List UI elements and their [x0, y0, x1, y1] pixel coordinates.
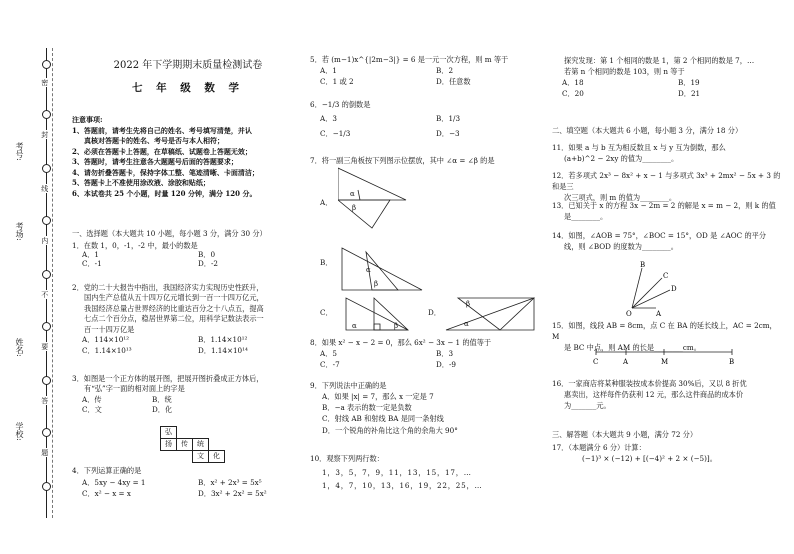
fig-c: [346, 298, 408, 330]
angle-label: β: [466, 300, 471, 308]
exam-subject: 七 年 级 数 学: [131, 82, 245, 94]
q8-stem: 8．如果 x² − x − 2 = 0，那么 6x² − 3x − 1 的值等于: [310, 338, 492, 347]
option[interactable]: D．-9: [436, 359, 456, 369]
net-cell: 统: [193, 439, 209, 451]
angle-label: α: [366, 266, 371, 274]
q10-line: 若第 n 个相同的数是 103，则 n 等于: [564, 67, 685, 77]
cube-net-figure: [160, 426, 225, 463]
q9-stem: 9．下列说法中正确的是: [310, 381, 387, 390]
angle-mark: [358, 190, 360, 200]
note-item: 6、本试卷共 25 个小题，时量 120 分钟，满分 120 分。: [72, 188, 257, 198]
q10-options: [552, 77, 784, 99]
option[interactable]: B．统: [152, 394, 172, 404]
option[interactable]: C．-1: [82, 259, 102, 268]
name-field[interactable]: 姓名:: [15, 338, 24, 357]
option[interactable]: B．x² + 2x³ = 5x⁵: [198, 477, 262, 487]
q7-option-c[interactable]: C．: [320, 308, 333, 317]
option[interactable]: B．1/3: [436, 114, 461, 124]
exam-title: 2022 年下学期期末质量检测试卷: [113, 60, 263, 71]
option[interactable]: C．文: [82, 405, 102, 415]
q14-line: 14．如图，∠AOB = 75°，∠BOC = 15°，OD 是 ∠AOC 的平分: [552, 231, 767, 240]
q14-figure: [610, 258, 690, 318]
point-label: O: [626, 310, 632, 318]
point-label: C: [593, 358, 599, 366]
q2-line: 百一十四万亿是: [84, 324, 135, 334]
q13-line: 是________。: [564, 212, 608, 222]
seal-circle: [42, 482, 51, 491]
column-1: [72, 0, 304, 554]
question-16: [552, 378, 784, 411]
net-cell: 传: [177, 439, 193, 451]
option[interactable]: B．−a 表示的数一定是负数: [322, 403, 412, 413]
note-item: 3、答题时，请考生注意各大题题号后面的答题要求；: [72, 157, 238, 166]
question-8: [310, 338, 542, 370]
option[interactable]: B．0: [198, 250, 216, 259]
point-label: B: [640, 261, 646, 269]
ray-ob: [632, 268, 642, 308]
binding-strip: [0, 0, 64, 554]
q13-line: 13．已知关于 x 的方程 3x − 2m = 2 的解是 x = m − 2，则 k 的值: [552, 201, 776, 210]
seal-char: 内: [40, 237, 49, 244]
note-item: 1、答题前，请考生先将自己的姓名、考号填写清楚，并认: [72, 125, 252, 135]
triangle: [338, 168, 406, 200]
q14-line: 线，则 ∠BOD 的度数为________。: [564, 242, 678, 252]
seal-dash-line: [52, 48, 53, 518]
option[interactable]: C．1 或 2: [320, 76, 354, 86]
question-14: [552, 230, 784, 252]
q7-option-b[interactable]: B．: [320, 258, 333, 267]
seal-char: 答: [40, 397, 49, 404]
option[interactable]: D．21: [678, 89, 701, 99]
q1-stem: 1．在数 1，0，-1，-2 中，最小的数是: [72, 241, 198, 250]
fig-a: [338, 168, 406, 228]
ray-od: [632, 290, 670, 308]
option[interactable]: D．任意数: [436, 76, 471, 86]
option[interactable]: B．3: [436, 348, 454, 358]
angle-label: α: [350, 190, 355, 198]
question-12: [552, 170, 784, 203]
seal-circle: [42, 270, 51, 279]
net-cell: 文: [193, 451, 209, 463]
seal-circle: [42, 110, 51, 119]
question-10-continued: [552, 55, 784, 100]
q8-options: [310, 349, 542, 371]
question-11: [552, 142, 784, 164]
option[interactable]: D．−3: [436, 128, 460, 138]
q12-line: 12．若多项式 2x³ − 8x² + x − 1 与多项式 3x³ + 2mx² − 5x + 3 的和是三: [552, 171, 781, 192]
seal-circle: [42, 164, 51, 173]
question-2: [72, 283, 304, 356]
angle-label: α: [464, 320, 469, 328]
q10-row: 1，4，7，10，13，16，19，22，25，…: [322, 481, 483, 491]
q2-line: 七点二个百分点，稳居世界第二位，用科学记数法表示一: [84, 314, 264, 324]
seal-circle: [42, 60, 51, 69]
column-2: [310, 0, 542, 554]
option[interactable]: A．传: [82, 394, 102, 404]
q3-line: 3．如图是一个正方体的展开图，把展开图折叠成正方体后，: [72, 374, 264, 383]
q16-line: 为_______元。: [564, 401, 611, 411]
q11-line: 11．如果 a 与 b 互为相反数且 x 与 y 互为倒数，那么: [552, 143, 726, 152]
q10-row: 1，3，5，7，9，11，13，15，17，…: [322, 467, 472, 477]
q4-options: [72, 477, 304, 500]
q7-option-a[interactable]: A．: [320, 198, 333, 207]
q3-line: 有“弘”字一面的相对面上的字是: [84, 384, 185, 394]
q16-line: 惠卖出，这样每件仍获利 12 元，那么这件商品的成本价: [564, 390, 744, 400]
note-item: 真核对答题卡的姓名、考号是否与本人相符；: [84, 136, 224, 145]
exam-room-field[interactable]: 考场:: [15, 222, 24, 241]
note-item: 5、答题卡上不准使用涂改液、涂胶和贴纸；: [72, 178, 210, 187]
option[interactable]: D．-2: [198, 259, 218, 268]
option[interactable]: C．-7: [320, 359, 340, 369]
fig-d: [446, 298, 534, 330]
option[interactable]: A．18: [562, 78, 584, 88]
angle-label: α: [352, 322, 357, 330]
point-label: M: [661, 358, 669, 366]
q12-line: 次三项式，则 m 的值为________。: [564, 193, 677, 203]
exam-number-field[interactable]: 考号:: [15, 142, 24, 161]
seal-circle: [42, 376, 51, 385]
question-3: [72, 374, 304, 416]
q5-options: [310, 66, 542, 88]
q2-line: 国内生产总值从五十四万亿元增长到一百一十四万亿元，: [84, 293, 264, 303]
notes-heading: 注意事项:: [72, 115, 103, 124]
q2-line: 我国经济总量占世界经济的比重达百分之十八点五，提高: [84, 303, 264, 313]
option[interactable]: C．x² − x = x: [82, 489, 131, 499]
question-5: [310, 55, 542, 87]
net-cell: 弘: [161, 427, 177, 439]
q7-option-d[interactable]: D．: [428, 308, 441, 317]
column-3: [552, 0, 784, 554]
option[interactable]: C．1.14×10¹³: [82, 345, 132, 355]
net-cell: 化: [209, 451, 225, 463]
seal-circle: [42, 428, 51, 437]
q17-line: 17．（本题满分 6 分）计算：: [552, 443, 646, 452]
net-cell: 扬: [161, 439, 177, 451]
q17-line: (−1)³ × (−12) + [(−4)² + 2 × (−5)]。: [582, 454, 717, 464]
seal-circle: [42, 216, 51, 225]
question-7: [310, 156, 542, 165]
question-1: [72, 241, 304, 268]
part1-heading: 一、选择题（本大题共 10 小题，每小题 3 分，满分 30 分）: [72, 229, 267, 238]
point-label: C: [663, 272, 669, 280]
triangle: [374, 298, 408, 330]
fig-b: [342, 248, 422, 290]
q6-stem: 6．−1/3 的倒数是: [310, 100, 371, 109]
seal-char: 密: [40, 79, 49, 86]
q15-figure: [590, 346, 740, 368]
option[interactable]: A．1: [82, 250, 99, 259]
seal-circle: [42, 322, 51, 331]
q10-stem: 10．观察下列两行数：: [310, 454, 384, 463]
triangle: [366, 252, 398, 290]
option[interactable]: C．射线 AB 和射线 BA 是同一条射线: [322, 414, 444, 424]
q7-figures: [338, 166, 538, 334]
option[interactable]: D．3x² + 2x² = 5x²: [198, 489, 267, 499]
option[interactable]: C．20: [562, 89, 584, 99]
q3-options: [72, 395, 212, 416]
option[interactable]: D．一个锐角的补角比这个角的余角大 90°: [322, 425, 458, 435]
q11-line: (a+b)^2 − 2xy 的值为________。: [564, 154, 679, 164]
option[interactable]: B．19: [678, 78, 700, 88]
notes: [72, 115, 304, 199]
point-label: D: [671, 285, 677, 293]
option[interactable]: B．2: [436, 65, 454, 75]
q10-line: 探究发现：第 1 个相同的数是 1，第 2 个相同的数是 7，…: [564, 56, 755, 65]
option[interactable]: A．1: [320, 65, 337, 75]
option[interactable]: A．5xy − 4xy = 1: [82, 477, 146, 487]
q4-stem: 4．下列运算正确的是: [72, 466, 142, 475]
part2-heading: 二、填空题（本大题共 6 小题，每小题 3 分，满分 18 分）: [552, 126, 743, 135]
option[interactable]: B．1.14×10¹²: [198, 335, 248, 345]
option[interactable]: A．114×10¹²: [82, 335, 130, 345]
triangle: [338, 200, 390, 228]
angle-label: β: [374, 280, 379, 288]
triangle: [342, 248, 422, 290]
q16-line: 16．一家商店将某种服装按成本价提高 30%后，又以 8 折优: [552, 379, 747, 388]
q6-options: [310, 112, 542, 141]
question-17: [552, 442, 784, 464]
note-item: 2、必须在答题卡上答题，在草稿纸、试题卷上答题无效；: [72, 146, 252, 156]
seal-char: 要: [40, 343, 49, 350]
question-9: [310, 380, 542, 436]
point-label: B: [729, 358, 735, 366]
question-10: [310, 452, 542, 493]
question-6: [310, 98, 542, 141]
question-13: [552, 200, 784, 222]
q2-options: [72, 335, 304, 356]
part3-heading: 三、解答题（本大题共 9 小题，满分 72 分）: [552, 430, 698, 439]
q2-line: 2．党的二十大报告中指出，我国经济实力实现历史性跃升，: [72, 283, 264, 292]
seal-char: 封: [40, 131, 49, 138]
school-field[interactable]: 学校:: [15, 422, 24, 441]
question-4: [72, 465, 304, 500]
triangle: [446, 298, 534, 330]
option[interactable]: C．−1/3: [320, 128, 351, 138]
seal-char: 线: [40, 185, 49, 192]
right-angle: [374, 324, 380, 330]
q15-line: 15．如图，线段 AB = 8cm，点 C 在 BA 的延长线上，AC = 2cm，M: [552, 321, 777, 342]
point-label: A: [656, 310, 662, 318]
q1-options: [72, 250, 304, 268]
option[interactable]: A．3: [320, 114, 337, 124]
option[interactable]: A．5: [320, 348, 337, 358]
seal-char: 题: [40, 449, 49, 456]
point-label: A: [623, 358, 629, 366]
angle-label: β: [394, 322, 399, 330]
ray-oc: [632, 278, 662, 308]
option[interactable]: D．化: [152, 405, 173, 415]
option[interactable]: A．如果 |x| = 7，那么 x 一定是 7: [322, 392, 434, 402]
note-item: 4、请勿折叠答题卡，保持字体工整、笔迹清晰、卡面清洁；: [72, 167, 259, 177]
angle-label: β: [352, 204, 357, 212]
q15-line: 是 BC 中点，则 AM 的长是________cm。: [564, 343, 701, 353]
seal-char: 不: [40, 291, 49, 298]
q5-stem: 5．若 (m−1)x^{|2m−3|} = 6 是一元一次方程，则 m 等于: [310, 55, 509, 64]
q7-stem: 7．将一副三角板按下列图示位摆放，其中 ∠α = ∠β 的是: [310, 156, 495, 165]
option[interactable]: D．1.14×10¹⁴: [198, 345, 248, 355]
